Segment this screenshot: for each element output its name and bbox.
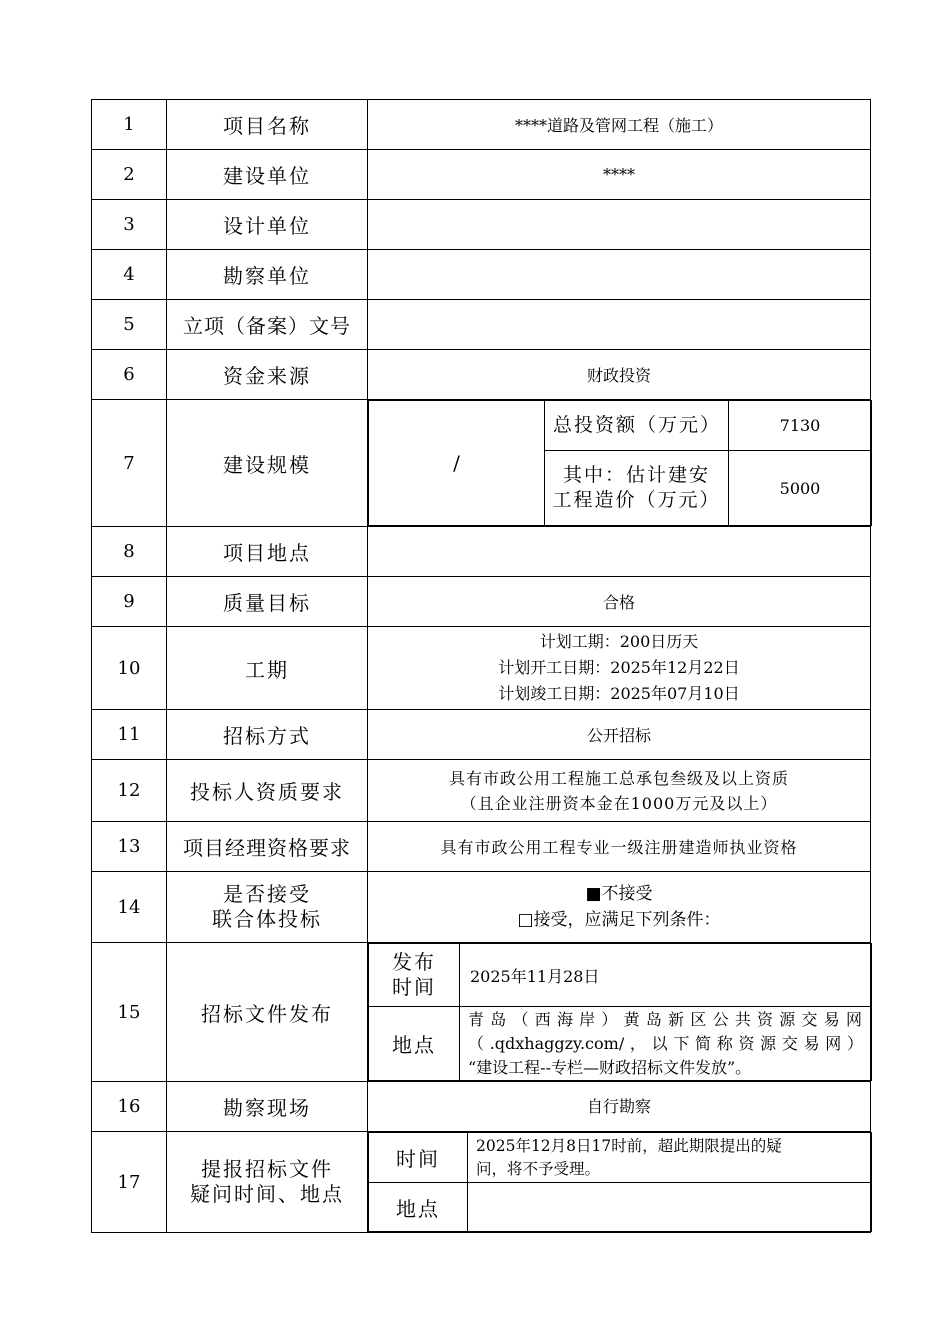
table-row [92,200,871,250]
row-number: 16 [92,1082,167,1132]
row-number: 3 [92,200,167,250]
table-row [92,400,871,527]
query-place-label: 地点 [369,1183,468,1232]
estimated-cost-value: 5000 [729,451,872,526]
total-investment-value: 7130 [729,401,872,451]
row-value: 财政投资 [368,350,871,400]
row-label: 工期 [167,627,368,710]
table-row [92,250,871,300]
row-value [368,300,871,350]
row-number: 4 [92,250,167,300]
row-value: 公开招标 [368,710,871,760]
row-label: 建设规模 [167,400,368,527]
row-value [368,250,871,300]
release-place-value [460,1007,872,1081]
row-label: 资金来源 [167,350,368,400]
row-label: 投标人资质要求 [167,760,368,822]
release-time-label-line: 发布 [392,950,436,974]
row-label: 项目经理资格要求 [167,822,368,872]
row-value: **** [368,150,871,200]
scale-subtable [368,400,872,526]
row-number: 2 [92,150,167,200]
row-label: 招标方式 [167,710,368,760]
table-row [92,350,871,400]
row-label: 项目地点 [167,527,368,577]
estimated-cost-label-line: 其中：估计建安 [562,464,710,486]
release-time-label-line: 时间 [392,975,436,999]
release-place-line: 青岛（西海岸）黄岛新区公共资源交易网 [468,1009,863,1029]
table-row [92,100,871,150]
row-value [368,200,871,250]
row-number: 17 [92,1132,167,1233]
row-label: 立项（备案）文号 [167,300,368,350]
qualification-line: 具有市政公用工程施工总承包叁级及以上资质 [448,768,789,788]
table-row [92,943,871,1082]
row-label: 勘察单位 [167,250,368,300]
qualification-line: （且企业注册资本金在1000万元及以上） [460,793,778,813]
consortium-option-accept: □接受，应满足下列条件： [517,910,721,930]
row-number: 9 [92,577,167,627]
query-time-line: 2025年12月8日17时前，超此期限提出的疑 [476,1136,782,1155]
row-number: 14 [92,872,167,943]
query-time-value [468,1133,872,1183]
query-subtable [368,1132,872,1232]
table-row [92,150,871,200]
table-row [92,1082,871,1132]
row-label-line: 疑问时间、地点 [190,1182,344,1206]
row-label [167,1132,368,1233]
row-label [167,872,368,943]
query-time-label: 时间 [369,1133,468,1183]
estimated-cost-label [545,451,729,526]
row-number: 6 [92,350,167,400]
table-row [92,577,871,627]
row-number: 7 [92,400,167,527]
row-number: 10 [92,627,167,710]
estimated-cost-label-line: 工程造价（万元） [552,489,721,511]
row-value [368,527,871,577]
row-label: 质量目标 [167,577,368,627]
release-subtable [368,943,872,1081]
table-row [92,627,871,710]
row-label-line: 是否接受 [223,882,311,906]
row-label-line: 提报招标文件 [201,1157,333,1181]
qualification-cell [368,760,871,822]
schedule-start-date: 计划开工日期：2025年12月22日 [498,658,740,677]
scale-value: / [369,401,545,526]
query-cell [368,1132,871,1233]
row-number: 8 [92,527,167,577]
row-label-line: 联合体投标 [212,907,322,931]
query-time-line: 问，将不予受理。 [476,1159,601,1178]
row-label: 勘察现场 [167,1082,368,1132]
table-row [92,872,871,943]
row-value: 具有市政公用工程专业一级注册建造师执业资格 [368,822,871,872]
row-label: 建设单位 [167,150,368,200]
row-label: 招标文件发布 [167,943,368,1082]
release-place-line: （.qdxhaggzy.com/，以下简称资源交易网） [468,1033,863,1053]
row-number: 5 [92,300,167,350]
row-value: 自行勘察 [368,1082,871,1132]
table-row [92,710,871,760]
query-place-value [468,1183,872,1232]
row-value: ****道路及管网工程（施工） [368,100,871,150]
release-place-line: “建设工程--专栏—财政招标文件发放”。 [468,1057,752,1077]
row-number: 15 [92,943,167,1082]
table-row [92,822,871,872]
scale-cell [368,400,871,527]
row-number: 1 [92,100,167,150]
release-place-label: 地点 [369,1007,460,1081]
table-row [92,300,871,350]
schedule-duration: 计划工期：200日历天 [539,632,699,651]
consortium-option-reject: ■不接受 [585,884,653,904]
row-label: 设计单位 [167,200,368,250]
table-row [92,760,871,822]
consortium-options [368,872,871,943]
table-row [92,527,871,577]
release-cell [368,943,871,1082]
table-row [92,1132,871,1233]
row-number: 11 [92,710,167,760]
row-label: 项目名称 [167,100,368,150]
schedule-cell [368,627,871,710]
tender-info-table [91,99,871,1233]
schedule-end-date: 计划竣工日期：2025年07月10日 [498,684,740,703]
release-time-label [369,944,460,1007]
row-number: 13 [92,822,167,872]
total-investment-label: 总投资额（万元） [545,401,729,451]
release-time-value: 2025年11月28日 [460,944,872,1007]
row-number: 12 [92,760,167,822]
row-value: 合格 [368,577,871,627]
